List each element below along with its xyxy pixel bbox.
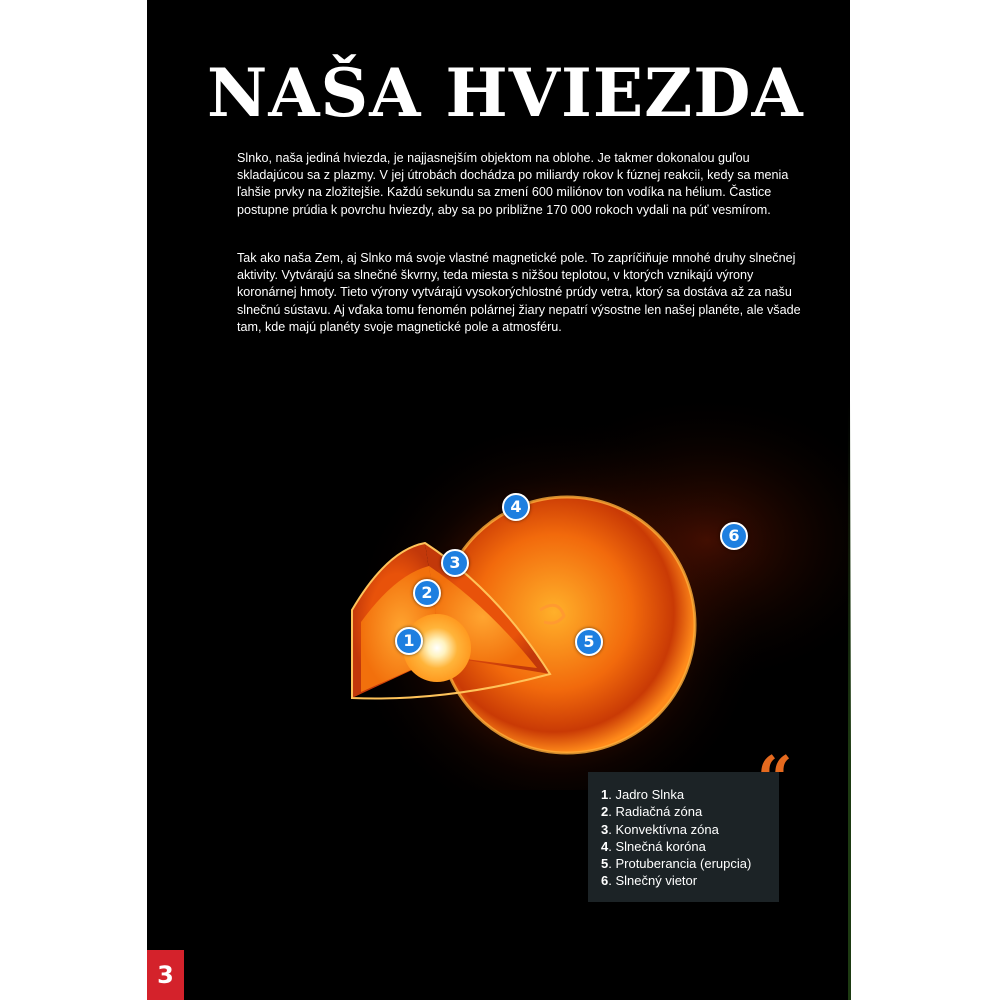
- legend-item: 1. Jadro Slnka: [601, 787, 685, 802]
- legend-item: 5. Protuberancia (erupcia): [601, 856, 752, 872]
- page-number: 3: [147, 950, 184, 1000]
- marker-core: 1: [395, 627, 423, 655]
- legend-item: 4. Slnečná koróna: [601, 838, 706, 854]
- marker-prominence: 5: [575, 628, 603, 656]
- legend-item: 3. Konvektívna zóna: [601, 821, 719, 837]
- marker-convective-zone: 3: [441, 549, 469, 577]
- sun-cutaway-illustration: [147, 360, 850, 790]
- marker-radiative-zone: 2: [413, 579, 441, 607]
- book-page: [147, 0, 850, 1000]
- legend-item: 2. Radiačná zóna: [601, 804, 703, 820]
- page-title: NAŠA HVIEZDA: [207, 54, 804, 132]
- intro-paragraph: Slnko, naša jediná hviezda, je najjasnejším objektom na oblohe. Je takmer dokonalou guľou skladajúcou sa z plazmy. V jej útrobách dochádza po miliardy rokov k fúznej reakcii, kedy sa menia ľahšie prvky na zložitejšie. Každú sekundu sa zmení 600 miliónov ton vodíka na hélium. Častice postupne prúdia k povrchu hviezdy, aby sa po približne 170 000 rokoch vydali na púť vesmírom.: [237, 151, 789, 217]
- page-edge-divider: [848, 400, 851, 1000]
- magnetic-field-paragraph: Tak ako naša Zem, aj Slnko má svoje vlastné magnetické pole. To zapríčiňuje mnohé druhy slnečnej aktivity. Vytvárajú sa slnečné škvrny, teda miesta s nižšou teplotou, v ktorých vznikajú výrony koronárnej hmoty. Tieto výrony vytvárajú vysokorýchlostné prúdy vetra, ktorý sa dostáva až za našu slnečnú sústavu. Aj vďaka tomu fenomén polárnej žiary nepatrí výsostne len našej planéte, ale všade tam, kde majú planéty svoje magnetické pole a atmosféru.: [237, 251, 801, 334]
- marker-solar-wind: 6: [720, 522, 748, 550]
- marker-corona: 4: [502, 493, 530, 521]
- quote-icon: “: [757, 742, 793, 815]
- legend-box: [588, 772, 779, 902]
- legend-item: 6. Slnečný vietor: [601, 873, 698, 889]
